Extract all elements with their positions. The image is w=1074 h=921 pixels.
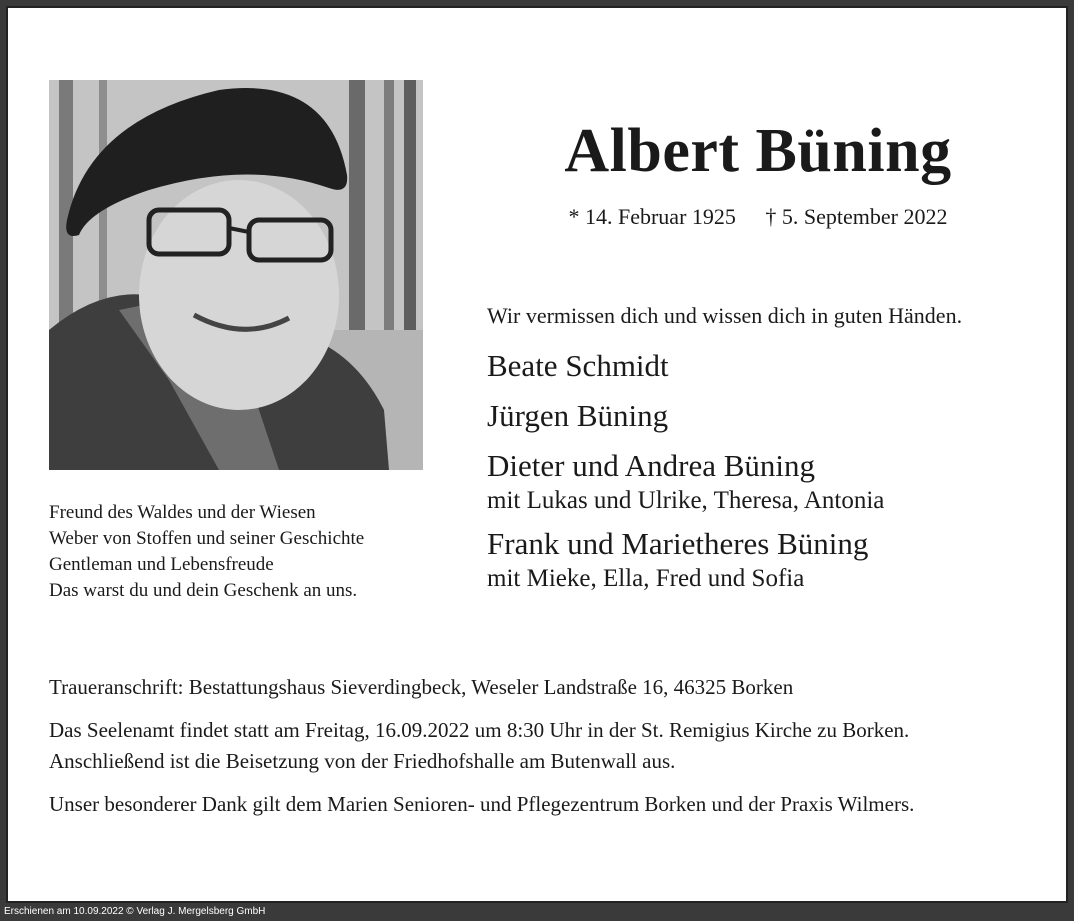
mourner-name: Dieter und Andrea Büning bbox=[487, 448, 816, 483]
mourner-children: mit Mieke, Ella, Fred und Sofia bbox=[487, 565, 805, 592]
death-date: † 5. September 2022 bbox=[765, 204, 948, 229]
mourner-name: Beate Schmidt bbox=[487, 348, 669, 383]
publication-footer: Erschienen am 10.09.2022 © Verlag J. Mergelsberg GmbH bbox=[4, 906, 266, 917]
deceased-name: Albert Büning bbox=[564, 117, 952, 185]
mourner-name: Frank und Marietheres Büning bbox=[487, 526, 869, 561]
poem-line: Freund des Waldes und der Wiesen bbox=[49, 502, 316, 523]
poem-line: Gentleman und Lebensfreude bbox=[49, 554, 274, 575]
mourner-name: Jürgen Büning bbox=[487, 398, 669, 433]
birth-date: * 14. Februar 1925 bbox=[568, 204, 736, 229]
mourner-children: mit Lukas und Ulrike, Theresa, Antonia bbox=[487, 487, 885, 514]
memorial-poem bbox=[49, 500, 364, 604]
obituary-card bbox=[6, 6, 1068, 903]
service-line: Anschließend ist die Beisetzung von der Friedhofshalle am Butenwall aus. bbox=[49, 749, 676, 773]
mourning-address: Traueranschrift: Bestattungshaus Sieverdingbeck, Weseler Landstraße 16, 46325 Borken bbox=[49, 675, 794, 699]
funeral-notes bbox=[49, 672, 1059, 832]
service-info bbox=[49, 715, 1059, 777]
thanks-note: Unser besonderer Dank gilt dem Marien Senioren- und Pflegezentrum Borken und der Praxis Wilmers. bbox=[49, 792, 915, 816]
portrait-illustration bbox=[49, 80, 423, 470]
portrait-photo bbox=[49, 80, 423, 470]
memorial-quote: Wir vermissen dich und wissen dich in guten Händen. bbox=[487, 303, 963, 328]
mourners-list bbox=[487, 344, 884, 600]
poem-line: Weber von Stoffen und seiner Geschichte bbox=[49, 528, 365, 549]
poem-line: Das warst du und dein Geschenk an uns. bbox=[49, 580, 358, 601]
service-line: Das Seelenamt findet statt am Freitag, 16.09.2022 um 8:30 Uhr in der St. Remigius Kirche zu Borken. bbox=[49, 718, 910, 742]
life-dates bbox=[448, 204, 1068, 230]
